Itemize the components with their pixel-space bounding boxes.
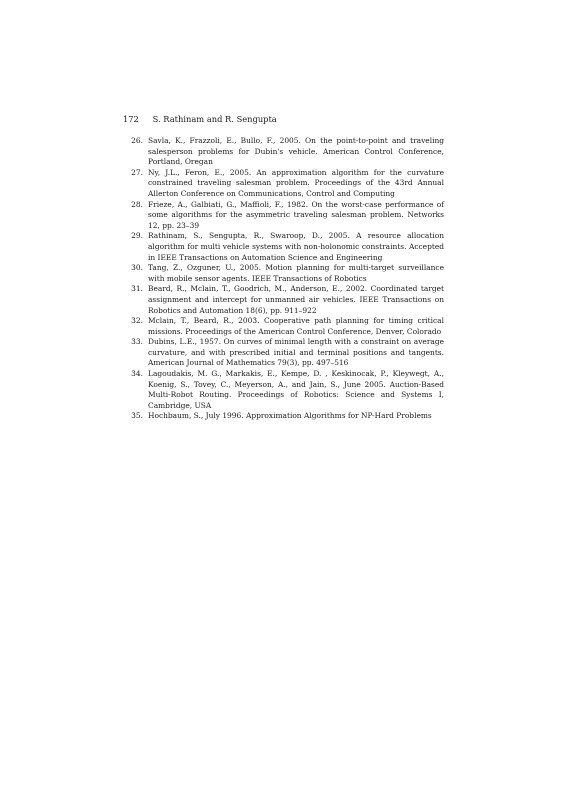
reference-item xyxy=(130,411,444,422)
reference-item xyxy=(130,136,444,168)
reference-item xyxy=(130,168,444,200)
running-head xyxy=(123,114,277,125)
reference-number: 34. xyxy=(131,369,143,379)
reference-number: 29. xyxy=(131,231,143,241)
reference-number: 31. xyxy=(131,284,143,294)
reference-item xyxy=(130,316,444,337)
reference-item xyxy=(130,337,444,369)
reference-number: 33. xyxy=(131,337,143,347)
reference-text: Savla, K., Frazzoli, E., Bullo, F., 2005. On the point-to-point and traveling salesperson problems for Dubin's vehicle. American Control Conference, Portland, Oregan xyxy=(148,136,444,167)
reference-number: 30. xyxy=(131,263,143,273)
reference-text: Tang, Z., Ozguner, U., 2005. Motion planning for multi-target surveillance with mobile sensor agents. IEEE Transactions of Robotics xyxy=(148,263,444,283)
reference-text: Mclain, T., Beard, R., 2003. Cooperative path planning for timing critical missions. Proceedings of the American Control Conference, Denver, Colorado xyxy=(148,316,444,336)
reference-item xyxy=(130,231,444,263)
reference-item xyxy=(130,369,444,411)
reference-text: Beard, R., Mclain, T., Goodrich, M., Anderson, E., 2002. Coordinated target assignment and intercept for unmanned air vehicles. IEEE Transactions on Robotics and Automation 18(6), pp. 911–922 xyxy=(148,284,444,315)
page-number: 172 xyxy=(123,114,139,124)
reference-number: 35. xyxy=(131,411,143,421)
reference-text: Lagoudakis, M. G., Markakis, E., Kempe, D. , Keskinocak, P., Kleywegt, A., Koenig, S., Tovey, C., Meyerson, A., and Jain, S., June 2005. Auction-Based Multi-Robot Routing. Proceedings of Robotics: Science and Systems I, Cambridge, USA xyxy=(148,369,444,410)
reference-text: Dubins, L.E., 1957. On curves of minimal length with a constraint on average curvature, and with prescribed initial and terminal positions and tangents. American Journal of Mathematics 79(3), pp. 497–516 xyxy=(148,337,444,368)
reference-item xyxy=(130,284,444,316)
reference-item xyxy=(130,200,444,232)
reference-number: 28. xyxy=(131,199,143,209)
reference-number: 27. xyxy=(131,167,143,177)
reference-text: Rathinam, S., Sengupta, R., Swaroop, D., 2005. A resource allocation algorithm for multi vehicle systems with non-holonomic constraints. Accepted in IEEE Transactions on Automation Science and Engineering xyxy=(148,231,444,262)
reference-text: Frieze, A., Galbiati, G., Maffioli, F., 1982. On the worst-case performance of some algorithms for the asymmetric traveling salesman problem. Networks 12, pp. 23–39 xyxy=(148,199,444,230)
reference-list xyxy=(130,136,444,422)
reference-item xyxy=(130,263,444,284)
reference-number: 26. xyxy=(131,136,143,145)
reference-text: Hochbaum, S., July 1996. Approximation Algorithms for NP-Hard Problems xyxy=(148,411,432,421)
reference-number: 32. xyxy=(131,316,143,326)
reference-text: Ny, J.L., Feron, E., 2005. An approximation algorithm for the curvature constrained traveling salesman problem. Proceedings of the 43rd Annual Allerton Conference on Communications, Control and Computing xyxy=(148,167,444,198)
running-head-authors: S. Rathinam and R. Sengupta xyxy=(152,114,277,124)
